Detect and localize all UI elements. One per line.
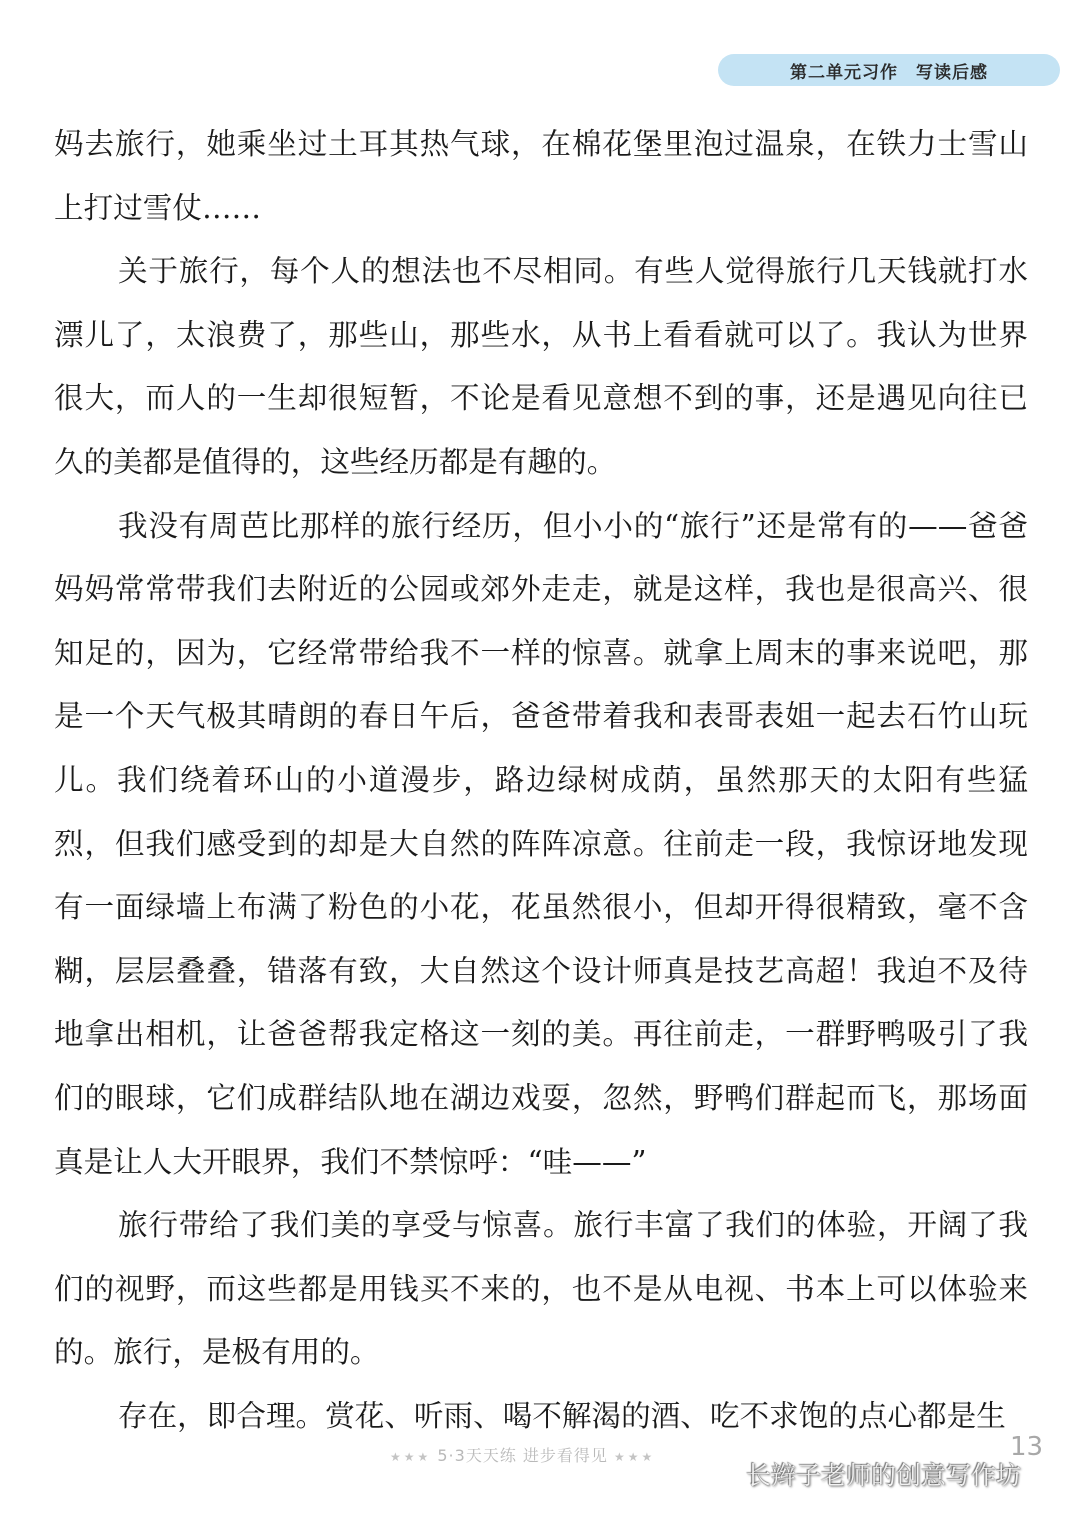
page-number: 13 (1010, 1432, 1044, 1462)
footer-slogan: 5·3天天练 进步看得见 (437, 1446, 608, 1465)
essay-paragraph: 妈去旅行，她乘坐过土耳其热气球，在棉花堡里泡过温泉，在铁力士雪山上打过雪仗…… (54, 127, 1028, 225)
essay-paragraph: 存在，即合理。赏花、听雨、喝不解渴的酒、吃不求饱的点心都是生 (118, 1398, 1006, 1433)
unit-label: 第二单元习作 (790, 62, 898, 83)
unit-header-tab (718, 54, 1060, 86)
footer-stars-right: ★★★ (614, 1450, 656, 1464)
essay-paragraph: 关于旅行，每个人的想法也不尽相同。有些人觉得旅行几天钱就打水漂儿了，太浪费了，那些山，那些水，从书上看看就可以了。我认为世界很大，而人的一生却很短暂，不论是看见意想不到的事，还是遇见向往已久的美都是值得的，这些经历都是有趣的。 (54, 254, 1028, 479)
watermark (700, 1456, 1021, 1492)
topic-label: 写读后感 (916, 62, 988, 83)
watermark-text: 长辫子老师的创意写作坊 (746, 1461, 1022, 1490)
essay-body (54, 113, 1028, 1448)
essay-paragraph: 旅行带给了我们美的享受与惊喜。旅行丰富了我们的体验，开阔了我们的视野，而这些都是用钱买不来的，也不是从电视、书本上可以体验来的。旅行，是极有用的。 (54, 1208, 1028, 1370)
footer-stars-left: ★★★ (390, 1450, 432, 1464)
footer-slogan-bar (390, 1443, 655, 1466)
essay-paragraph: 我没有周芭比那样的旅行经历，但小小的“旅行”还是常有的——爸爸妈妈常常带我们去附近的公园或郊外走走，就是这样，我也是很高兴、很知足的，因为，它经常带给我不一样的惊喜。就拿上周末的事来说吧，那是一个天气极其晴朗的春日午后，爸爸带着我和表哥表姐一起去石竹山玩儿。我们绕着环山的小道漫步，路边绿树成荫，虽然那天的太阳有些猛烈，但我们感受到的却是大自然的阵阵凉意。往前走一段，我惊讶地发现有一面绿墙上布满了粉色的小花，花虽然很小，但却开得很精致，毫不含糊，层层叠叠，错落有致，大自然这个设计师真是技艺高超！我迫不及待地拿出相机，让爸爸帮我定格这一刻的美。再往前走，一群野鸭吸引了我们的眼球，它们成群结队地在湖边戏耍，忽然，野鸭们群起而飞，那场面真是让人大开眼界，我们不禁惊呼：“哇——” (54, 508, 1028, 1179)
wechat-icon (700, 1458, 738, 1490)
